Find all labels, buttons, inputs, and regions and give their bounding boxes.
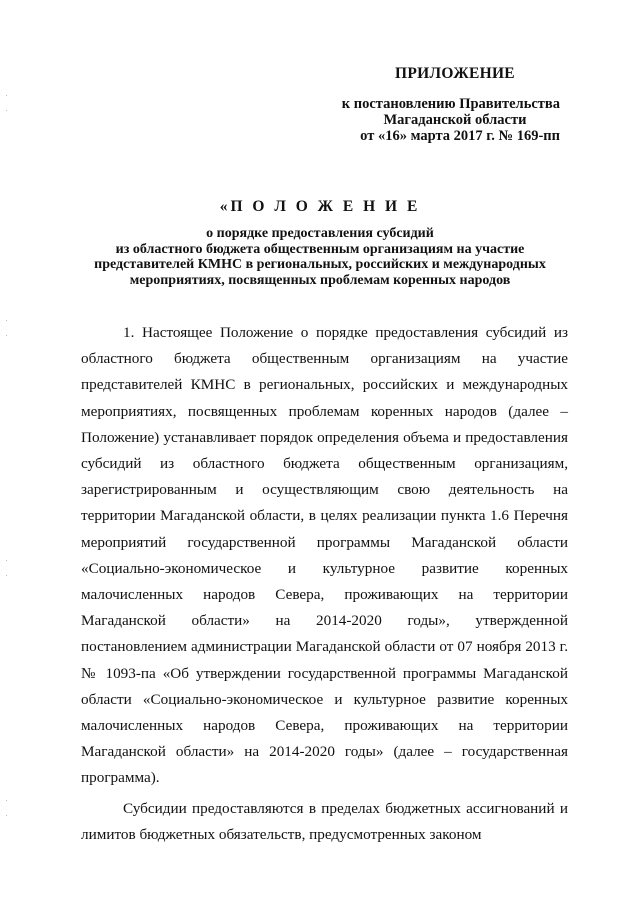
appendix-line-date: от «16» марта 2017 г. № 169-пп xyxy=(360,128,560,144)
appendix-heading: ПРИЛОЖЕНИЕ xyxy=(395,65,515,82)
appendix-line-decree: к постановлению Правительства xyxy=(341,96,560,112)
paragraph-2: Субсидии предоставляются в пределах бюджетных ассигнований и лимитов бюджетных обязательств, предусмотренных законом xyxy=(81,799,568,843)
document-body xyxy=(81,320,568,848)
appendix-line-region: Магаданской области xyxy=(383,112,527,128)
document-title: «П О Л О Ж Е Н И Е xyxy=(219,198,421,215)
document-subtitle-line-1: о порядке предоставления субсидий xyxy=(206,226,434,241)
document-title-block xyxy=(80,198,560,288)
document-subtitle-line-3: представителей КМНС в региональных, российских и международных xyxy=(94,257,546,272)
appendix-header xyxy=(310,66,560,144)
document-subtitle-line-4: мероприятиях, посвященных проблемам коренных народов xyxy=(129,272,511,288)
paragraph-1: 1. Настоящее Положение о порядке предоставления субсидий из областного бюджета общественным организациям на участие представителей КМНС в региональных, российских и международных мероприятиях, посвященных проблемам коренных народов (далее – Положение) устанавливает порядок определения объема и предоставления субсидий из областного бюджета общественным организациям, зарегистрированным и осуществляющим свою деятельность на территории Магаданской области, в целях реализации пункта 1.6 Перечня мероприятий государственной программы Магаданской области «Социально-экономическое и культурное развитие коренных малочисленных народов Севера, проживающих на территории Магаданской области» на 2014-2020 годы», утвержденной постановлением администрации Магаданской области от 07 ноября 2013 г. № 1093-па «Об утверждении государственной программы Магаданской области «Социально-экономическое и культурное развитие коренных малочисленных народов Севера, проживающих на территории Магаданской области» на 2014-2020 годы» (далее – государственная программа). xyxy=(81,324,568,787)
document-subtitle-line-2: из областного бюджета общественным организациям на участие xyxy=(115,241,525,257)
scan-margin-marks xyxy=(6,0,8,905)
